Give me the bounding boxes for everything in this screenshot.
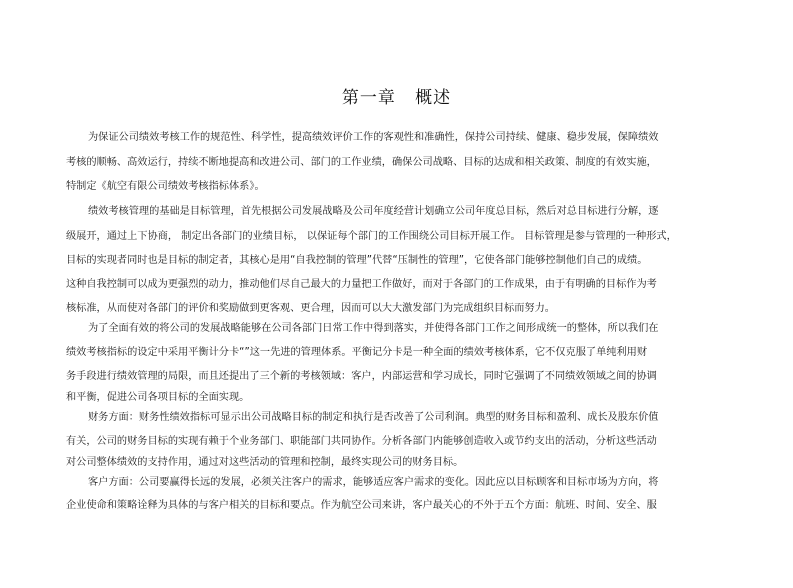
paragraph-3-line-3: 务手段进行绩效管理的局限，而且还提出了三个新的考核领域：客户，内部运营和学习成长，同时它强调了不同绩效领域之间的协调 (66, 371, 657, 382)
paragraph-2-line-2: 级展开，通过上下协商， 制定出各部门的业绩目标， 以保证每个部门的工作围绕公司目标开展工作。 目标管理是参与管理的一种形式， (66, 231, 677, 242)
paragraph-3-line-1: 为了全面有效的将公司的发展战略能够在公司各部门日常工作中得到落实，并使得各部门工作之间形成统一的整体，所以我们在 (88, 323, 659, 334)
paragraph-2-line-1: 绩效考核管理的基础是目标管理，首先根据公司发展战略及公司年度经营计划确立公司年度总目标，然后对总目标进行分解，逐 (88, 206, 659, 217)
paragraph-3-line-2: 绩效考核指标的设定中采用平衡计分卡“”这一先进的管理体系。平衡记分卡是一种全面的绩效考核体系，它不仅克服了单纯利用财 (66, 347, 648, 358)
chapter-title: 第一章 概述 (341, 88, 452, 108)
paragraph-1-line-2: 考核的顺畅、高效运行，持续不断地提高和改进公司、部门的工作业绩，确保公司战略、目标的达成和相关政策、制度的有效实施， (66, 157, 657, 168)
paragraph-5-line-1: 客户方面：公司要赢得长远的发展，必须关注客户的需求，能够适应客户需求的变化。因此应以目标顾客和目标市场为方向，将 (88, 477, 659, 488)
paragraph-2-line-3: 目标的实现者同时也是目标的制定者，其核心是用“自我控制的管理”代替“压制性的管理”，它使各部门能够控制他们自己的成绩。 (66, 255, 648, 266)
paragraph-2-line-4: 这种自我控制可以成为更强烈的动力，推动他们尽自己最大的力量把工作做好，而对于各部门的工作成果，由于有明确的目标作为考 (66, 279, 657, 290)
paragraph-4-line-3: 对公司整体绩效的支持作用，通过对这些活动的管理和控制，最终实现公司的财务目标。 (66, 457, 464, 468)
paragraph-3-line-4: 和平衡，促进公司各项目标的全面实现。 (66, 392, 250, 403)
paragraph-4-line-1: 财务方面：财务性绩效指标可显示出公司战略目标的制定和执行是否改善了公司利润。典型的财务目标和盈利、成长及股东价值 (88, 412, 659, 423)
paragraph-5-line-2: 企业使命和策略诠释为具体的与客户相关的目标和要点。作为航空公司来讲，客户最关心的不外于五个方面：航班、时间、安全、服 (66, 500, 657, 511)
paragraph-2-line-5: 核标准，从而使对各部门的评价和奖励做到更客观、更合理，因而可以大大激发部门为完成组织目标而努力。 (66, 303, 555, 314)
paragraph-1-line-1: 为保证公司绩效考核工作的规范性、科学性，提高绩效评价工作的客观性和准确性，保持公司持续、健康、稳步发展，保障绩效 (88, 132, 659, 143)
paragraph-4-line-2: 有关，公司的财务目标的实现有赖于个业务部门、职能部门共同协作。分析各部门内能够创造收入或节约支出的活动，分析这些活动 (66, 436, 657, 447)
paragraph-1-line-3: 特制定《航空有限公司绩效考核指标体系》。 (66, 181, 265, 192)
